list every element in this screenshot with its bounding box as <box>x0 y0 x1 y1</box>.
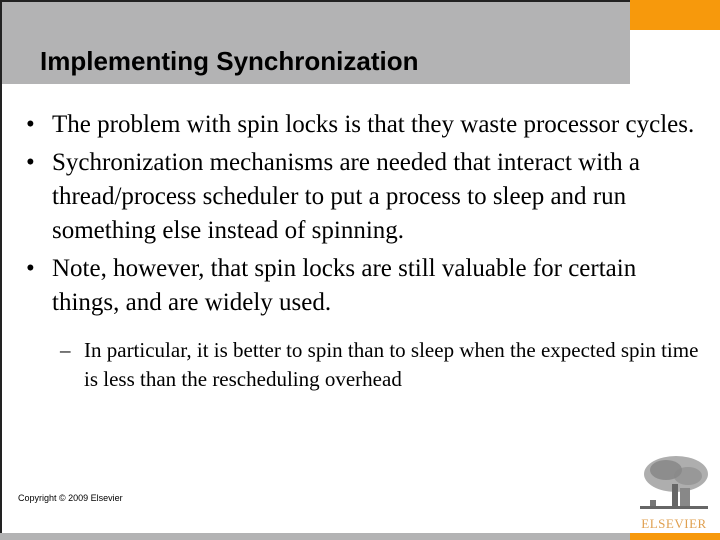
bullet-item <box>24 146 704 248</box>
dash-icon: – <box>60 338 71 362</box>
footer-bar-gray <box>0 533 630 540</box>
tree-icon <box>636 454 712 514</box>
accent-block-top <box>630 0 720 30</box>
bullet-icon: • <box>26 255 35 282</box>
slide-body <box>24 108 704 394</box>
bullet-text: The problem with spin locks is that they waste processor cycles. <box>52 111 695 138</box>
copyright-notice: Copyright © 2009 Elsevier <box>18 493 123 503</box>
bullet-item <box>24 252 704 320</box>
sub-bullet-item <box>24 336 704 394</box>
footer-bar-orange <box>630 533 720 540</box>
sub-bullet-text: In particular, it is better to spin than to sleep when the expected spin time is less than the rescheduling overhead <box>84 338 699 391</box>
bullet-icon: • <box>26 149 35 176</box>
bullet-item <box>24 108 704 142</box>
elsevier-logo <box>636 454 712 532</box>
bullet-text: Note, however, that spin locks are still valuable for certain things, and are widely used. <box>52 255 637 316</box>
bullet-text: Sychronization mechanisms are needed that interact with a thread/process scheduler to put a process to sleep and run something else instead of spinning. <box>52 149 640 244</box>
logo-wordmark: ELSEVIER <box>641 516 707 531</box>
bullet-icon: • <box>26 111 35 138</box>
slide-title: Implementing Synchronization <box>40 46 419 76</box>
